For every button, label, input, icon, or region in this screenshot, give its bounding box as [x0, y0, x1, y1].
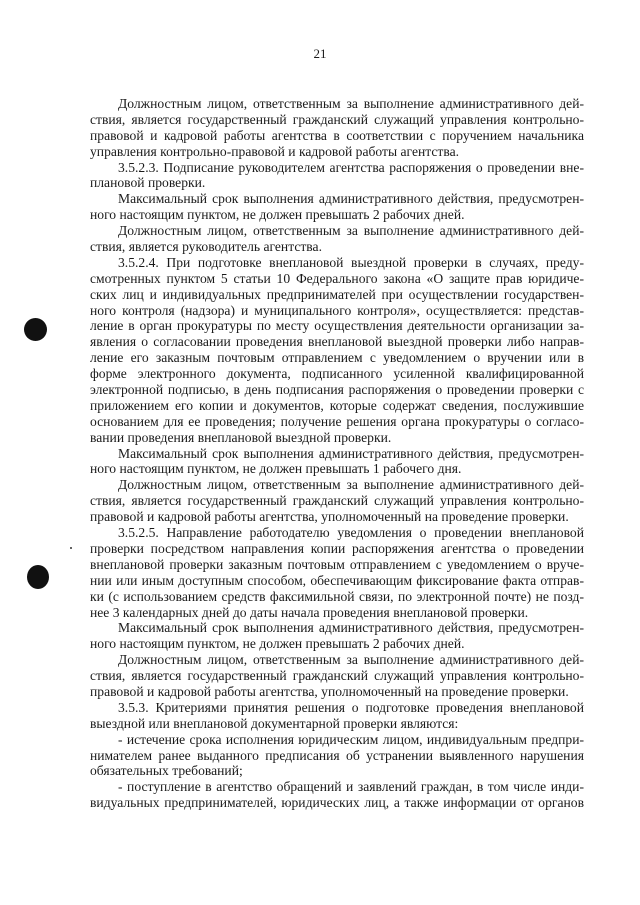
text-line: ного настоящим пунктом, не должен превышать 2 рабочих дней. — [90, 207, 465, 223]
text-line: видуальных предпринимателей, юридических лиц, а также информации от органов — [90, 795, 584, 811]
text-line: ного контроля (надзора) и муниципального контроля», осуществляется: представ- — [90, 302, 584, 318]
text-line: Максимальный срок выполнения административного действия, предусмотрен- — [118, 620, 584, 636]
text-line: ских лиц и индивидуальных предпринимателей при осуществлении государствен- — [90, 286, 584, 302]
text-line: 3.5.2.3. Подписание руководителем агентства распоряжения о проведении вне- — [118, 159, 584, 175]
text-line: Должностным лицом, ответственным за выполнение административного дей- — [118, 477, 584, 493]
text-line: Должностным лицом, ответственным за выполнение административного дей- — [118, 652, 584, 668]
text-line: нее 3 календарных дней до даты начала проведения внеплановой проверки. — [90, 604, 529, 620]
text-line: ствия, является государственный гражданский служащий управления контрольно- — [90, 111, 584, 127]
text-line: ки (с использованием средств факсимильной связи, по электронной почте) не позд- — [90, 588, 584, 604]
text-line: нимателем ранее выданного предписания об устранении выявленного нарушения — [90, 747, 584, 763]
scan-speck — [70, 547, 72, 549]
text-line: внеплановой проверки заказным почтовым отправлением с уведомлением о вруче- — [90, 556, 584, 572]
text-line: ствия, является руководитель агентства. — [90, 239, 322, 255]
binder-hole-mark — [27, 565, 49, 589]
text-line: форме электронного документа, подписанного усиленной квалифицированной — [90, 366, 584, 382]
text-line: - истечение срока исполнения юридическим лицом, индивидуальным предпри- — [118, 731, 584, 747]
text-line: ствия, является государственный гражданский служащий управления контрольно- — [90, 668, 584, 684]
text-line: 3.5.2.5. Направление работодателю уведомления о проведении внеплановой — [118, 525, 584, 541]
text-line: плановой проверки. — [90, 175, 206, 191]
text-line: 3.5.3. Критериями принятия решения о подготовке проведения внеплановой — [118, 699, 584, 715]
text-line: основанием для ее проведения; получение решения органа прокуратуры о согласо- — [90, 413, 584, 429]
text-line: электронной подписью, в день подписания распоряжения о проведении проверки с — [90, 382, 584, 398]
text-line: вании проведения внеплановой выездной проверки. — [90, 429, 392, 445]
text-line: управления контрольно-правовой и кадровой работы агентства. — [90, 143, 460, 159]
text-line: правовой и кадровой работы агентства, уполномоченный на проведение проверки. — [90, 509, 569, 525]
text-line: нии или иным доступным способом, обеспечивающим фиксирование факта отправ- — [90, 572, 584, 588]
page-number: 21 — [313, 46, 327, 61]
binder-hole-mark — [24, 318, 47, 341]
text-line: ного настоящим пунктом, не должен превышать 1 рабочего дня. — [90, 461, 462, 477]
text-line: правовой и кадровой работы агентства в соответствии с поручением начальника — [90, 127, 584, 143]
text-line: правовой и кадровой работы агентства, уполномоченный на проведение проверки. — [90, 683, 569, 699]
text-line: приложением его копии и документов, которые содержат сведения, послужившие — [90, 397, 584, 413]
text-line: ление в орган прокуратуры по месту осуществления деятельности организации за- — [90, 318, 584, 334]
text-line: 3.5.2.4. При подготовке внеплановой выездной проверки в случаях, преду- — [118, 254, 584, 270]
text-line: Максимальный срок выполнения административного действия, предусмотрен- — [118, 445, 584, 461]
text-line: смотренных пунктом 5 статьи 10 Федерального закона «О защите прав юридиче- — [90, 270, 584, 286]
document-body — [90, 96, 584, 811]
text-line: явления о согласовании проведения внеплановой выездной проверки либо направ- — [90, 334, 584, 350]
text-line: ление его заказным почтовым отправлением с уведомлением о вручении или в — [90, 350, 584, 366]
text-line: ного настоящим пунктом, не должен превышать 2 рабочих дней. — [90, 636, 465, 652]
text-line: ствия, является государственный гражданский служащий управления контрольно- — [90, 493, 584, 509]
text-line: Должностным лицом, ответственным за выполнение административного дей- — [118, 96, 584, 111]
text-line: проверки посредством направления копии распоряжения агентства о проведении — [90, 540, 584, 556]
text-line: Должностным лицом, ответственным за выполнение административного дей- — [118, 223, 584, 239]
text-line: обязательных требований; — [90, 763, 243, 779]
text-line: выездной или внеплановой документарной проверки являются: — [90, 715, 459, 731]
text-line: - поступление в агентство обращений и заявлений граждан, в том числе инди- — [118, 779, 584, 795]
text-line: Максимальный срок выполнения административного действия, предусмотрен- — [118, 191, 584, 207]
